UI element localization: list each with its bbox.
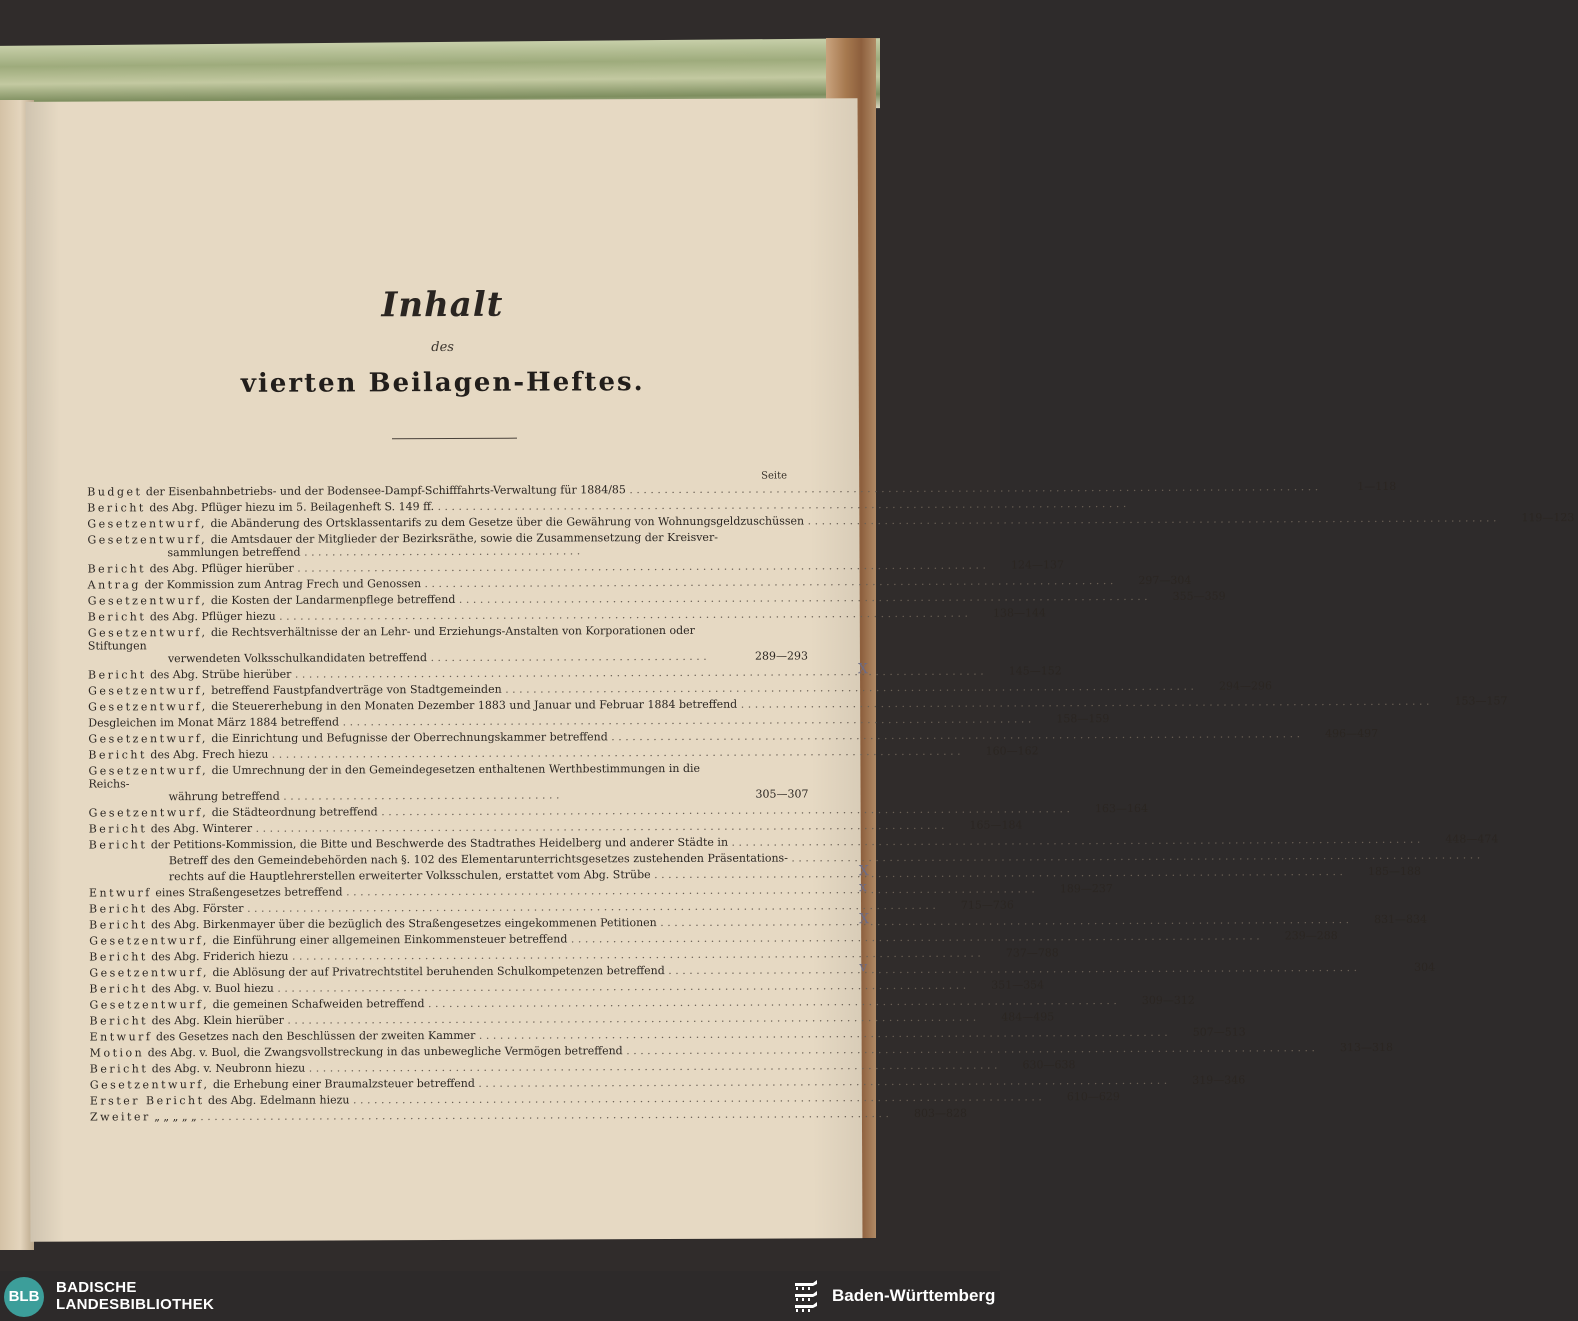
toc-entry-pages: 294—296	[1218, 679, 1273, 693]
toc-entry	[89, 1010, 1055, 1028]
toc-entry-lead: Gesetzentwurf,	[88, 684, 208, 698]
toc-entry-text	[89, 899, 936, 916]
toc-entry-lead: Bericht	[89, 950, 148, 964]
toc-entry-text	[89, 802, 1070, 819]
toc-entry-lead: Entwurf	[89, 1030, 153, 1044]
toc-entry-text	[90, 1107, 889, 1123]
toc-entry-text	[88, 762, 730, 804]
toc-entry-text	[88, 712, 1031, 729]
toc-entry-pages: 737—788	[1005, 946, 1059, 960]
toc-entry-pages: 165—184	[969, 818, 1023, 832]
toc-entry-lead: Gesetzentwurf,	[87, 533, 208, 547]
toc-entry-text	[90, 1074, 1167, 1092]
toc-entry-pages: 289—293	[754, 649, 808, 663]
toc-entry	[88, 726, 1379, 746]
toc-entry	[89, 1058, 1076, 1076]
toc-entry-text	[88, 745, 960, 762]
toc-entry-pages: 145—152	[1008, 664, 1062, 678]
toc-entry	[87, 573, 1192, 592]
toc-entry-lead: Bericht	[88, 822, 148, 836]
toc-entry-desc: des Abg. Frech hiezu	[146, 747, 269, 762]
toc-entry-pages: 153—157	[1454, 694, 1508, 708]
toc-entry-desc: betreffend Faustpfandverträge von Stadtgemeinden	[207, 682, 502, 698]
toc-entry-pages: 630—638	[1022, 1058, 1076, 1072]
toc-entry-text	[89, 819, 945, 836]
toc-entry-text	[88, 879, 1035, 900]
toc-entry-desc: die gemeinen Schafweiden betreffend	[209, 997, 425, 1012]
toc-entry-pages: 507—513	[1192, 1025, 1246, 1039]
toc-entry-pages: 185—188	[1367, 864, 1421, 878]
toc-entry-text	[88, 590, 1148, 608]
toc-entry-text	[89, 947, 981, 964]
book-page	[26, 98, 1575, 1242]
handwritten-checkmark: X	[858, 863, 869, 880]
toc-entry-lead: Bericht	[88, 838, 148, 852]
toc-entry-text	[87, 480, 1318, 498]
handwritten-checkmark: x	[858, 879, 867, 896]
toc-entry-desc: die Kosten der Landarmenpflege betreffend	[207, 592, 456, 608]
toc-entry-desc: „ „ „ „ „	[150, 1110, 197, 1124]
toc-entry-desc: der Eisenbahnbetriebs- und der Bodensee-Dampf-Schifffahrts-Verwaltung für 1884/85	[142, 483, 626, 499]
toc-entry	[89, 851, 809, 867]
toc-entry-desc: die Abänderung des Ortsklassentarifs zu dem Gesetze über die Gewährung von Wohnungsgeldzuschüssen	[206, 514, 805, 531]
toc-entry-desc: die Einführung einer allgemeinen Einkommensteuer betreffend	[208, 932, 568, 948]
toc-entry-pages: 484—495	[1001, 1010, 1055, 1024]
toc-entry-text	[89, 961, 1357, 980]
toc-entry-desc: die Städteordnung betreffend	[208, 805, 378, 820]
toc-entry-text	[88, 607, 968, 624]
toc-entry-pages: 309—312	[1141, 993, 1195, 1007]
toc-entry	[87, 589, 1226, 608]
toc-entry-lead: Bericht	[89, 1014, 149, 1028]
toc-entry-text	[89, 994, 1116, 1011]
toc-list	[87, 479, 1575, 1126]
toc-entry	[87, 479, 1397, 499]
toc-entry-desc: des Abg. Pflüger hierüber	[146, 561, 294, 576]
toc-entry-pages: 304	[1414, 960, 1436, 974]
toc-entry-desc: Betreff des den Gemeindebehörden nach §. 102 des Elementarunterrichtsgesetzes zustehenden Präsentations-	[168, 851, 788, 868]
toc-entry-lead: Bericht	[88, 748, 147, 762]
toc-entry-desc: die Amtsdauer der Mitglieder der Bezirksräthe, sowie die Zusammensetzung der Kreisver-	[207, 530, 718, 547]
toc-entry	[88, 832, 1499, 852]
toc-entry-pages: 158—159	[1056, 712, 1110, 726]
toc-entry	[88, 694, 1508, 714]
toc-entry-pages: 163—164	[1094, 801, 1149, 816]
toc-entry-desc: die Rechtsverhältnisse der an Lehr- und Erziehungs-Anstalten von Korporationen oder Stiftungen	[87, 623, 695, 653]
baden-wuerttemberg-lions-icon[interactable]	[792, 1278, 822, 1314]
toc-entry-pages: 119—123	[1521, 511, 1575, 525]
toc-entry-desc: des Abg. Winterer	[147, 821, 253, 836]
toc-entry-pages: 1—118	[1357, 479, 1397, 494]
toc-entry-lead: Bericht	[87, 501, 146, 515]
blb-logo[interactable]: BLB	[4, 1277, 44, 1317]
toc-entry-lead: Gesetzentwurf,	[88, 806, 209, 820]
title-inhalt: Inhalt	[381, 284, 504, 326]
toc-entry	[87, 498, 807, 514]
toc-entry-lead: Erster Bericht	[89, 1094, 205, 1108]
toc-entry-continuation: verwendeten Volksschulkandidaten betreffend . . .	[88, 650, 730, 666]
toc-entry-text	[87, 511, 1496, 530]
toc-entry-pages: 138—144	[992, 606, 1047, 620]
toc-entry-pages: 189—237	[1059, 882, 1113, 896]
toc-entry-lead: Bericht	[87, 668, 147, 682]
toc-entry-text	[88, 680, 1194, 698]
toc-entry-desc: des Gesetzes nach den Beschlüssen der zweiten Kammer	[152, 1028, 476, 1044]
toc-entry-text	[88, 559, 987, 576]
toc-entry-desc: des Abg. Klein hierüber	[148, 1013, 284, 1028]
toc-entry-desc: des Abg. Förster	[147, 901, 244, 916]
handwritten-checkmark: v	[859, 959, 868, 976]
toc-entry-desc: rechts auf die Hauptlehrerstellen erweiterter Volksschulen, erstattet vom Abg. Strübe	[168, 868, 651, 884]
toc-entry-desc: des Abg. Pflüger hiezu im 5. Beilagenheft S. 149 ff.	[145, 500, 435, 515]
toc-entry-lead: Bericht	[89, 982, 148, 996]
toc-entry-pages: 715—736	[960, 898, 1014, 912]
toc-entry-lead: Gesetzentwurf,	[88, 732, 208, 746]
toc-entry	[89, 993, 1195, 1012]
toc-entry-pages: 448—474	[1445, 832, 1499, 846]
toc-entry-pages: 124—137	[1011, 558, 1065, 572]
toc-entry-desc: der Petitions-Kommission, die Bitte und Beschwerde des Stadtrathes Heidelberg und anderer Städte in	[147, 835, 729, 852]
toc-entry-text	[90, 1041, 1315, 1059]
toc-entry-lead: Bericht	[89, 1062, 149, 1076]
toc-entry-text	[90, 1011, 977, 1028]
title-heft: vierten Beilagen-Heftes.	[240, 367, 645, 399]
toc-entry-pages: 355—359	[1172, 589, 1226, 603]
toc-entry-pages: 160—162	[985, 744, 1039, 758]
toc-entry-text	[89, 865, 1343, 883]
toc-entry-pages: 297—304	[1138, 573, 1192, 587]
toc-entry	[88, 744, 1039, 762]
toc-entry	[89, 1040, 1394, 1060]
toc-entry-desc: des Abg. Birkenmayer über die bezüglich des Straßengesetzes eingekommenen Petitionen	[147, 916, 657, 932]
toc-entry	[89, 1073, 1246, 1092]
blb-line2: LANDESBIBLIOTHEK	[56, 1296, 215, 1313]
blb-name[interactable]	[56, 1279, 214, 1313]
toc-entry-desc: die Ablösung der auf Privatrechtstitel beruhenden Schulkompetenzen betreffend	[208, 964, 665, 980]
toc-entry-text	[87, 497, 1126, 515]
toc-entry	[88, 879, 1113, 900]
toc-entry-desc: des Abg. v. Buol, die Zwangsvollstreckung in das unbewegliche Vermögen betreffend	[144, 1044, 623, 1060]
toc-entry	[89, 1025, 1246, 1044]
toc-entry-lead: Gesetzentwurf,	[87, 517, 208, 531]
toc-entry-lead: Zweiter	[89, 1110, 151, 1124]
toc-entry-desc: des Abg. Pflüger hiezu	[146, 609, 276, 624]
toc-entry-lead: Bericht	[89, 918, 148, 932]
handwritten-checkmark: X	[857, 661, 869, 678]
toc-entry	[89, 911, 1428, 932]
toc-entry	[87, 530, 807, 559]
toc-entry-text	[89, 979, 966, 996]
toc-entry-desc: eines Straßengesetzes betreffend	[151, 885, 343, 900]
toc-entry	[89, 863, 1421, 884]
toc-entry-continuation: sammlungen betreffend . . .	[87, 544, 729, 560]
toc-entry-pages: 803—828	[914, 1106, 968, 1120]
toc-entry-text	[90, 1059, 998, 1076]
toc-entry-lead: Bericht	[87, 610, 147, 624]
toc-entry-text	[87, 661, 984, 682]
toc-entry	[89, 929, 1338, 948]
toc-entry-text	[90, 1026, 1168, 1044]
toc-entry	[88, 801, 1149, 820]
toc-entry	[87, 606, 1047, 624]
toc-entry-lead: Gesetzentwurf,	[88, 764, 209, 778]
toc-entry-lead: Gesetzentwurf,	[89, 998, 210, 1012]
toc-entry-text	[88, 727, 1300, 745]
toc-entry-lead: Bericht	[87, 562, 147, 576]
toc-entry-lead: Budget	[87, 485, 143, 499]
toc-entry-lead: Gesetzentwurf,	[88, 700, 208, 714]
toc-entry-pages: 496—497	[1325, 726, 1379, 741]
title-divider	[392, 438, 517, 440]
toc-entry	[88, 679, 1273, 698]
toc-entry-text	[88, 624, 730, 666]
toc-entry	[89, 898, 1014, 916]
toc-entry	[89, 1106, 968, 1124]
toc-entry-lead: Gesetzentwurf,	[87, 626, 208, 640]
toc-entry-desc: Desgleichen im Monat März 1884 betreffend	[88, 715, 340, 730]
toc-entry-pages: 610—629	[1066, 1090, 1120, 1104]
bw-name[interactable]: Baden-Württemberg	[832, 1286, 996, 1305]
toc-entry	[87, 558, 1065, 576]
toc-entry	[89, 959, 1436, 980]
toc-entry-desc: die Einrichtung und Befugnisse der Oberrechnungskammer betreffend	[207, 730, 608, 746]
toc-entry-pages: 319—346	[1192, 1073, 1246, 1087]
toc-entry	[88, 623, 808, 665]
toc-entry-desc: die Umrechnung der in den Gemeindegesetzen enthaltenen Werthbestimmungen in die Reichs-	[88, 761, 701, 791]
toc-entry-desc: der Kommission zum Antrag Frech und Genossen	[140, 577, 422, 592]
toc-entry-text	[89, 913, 1349, 931]
toc-entry-text	[88, 695, 1429, 714]
toc-entry-text	[90, 1090, 1042, 1107]
toc-entry-text	[89, 929, 1260, 947]
toc-entry-continuation: währung betreffend . . .	[89, 788, 731, 804]
toc-entry-desc: die Steuererhebung in den Monaten Dezember 1883 und Januar und Februar 1884 betreffend	[207, 697, 738, 714]
toc-entry-desc: des Abg. v. Buol hiezu	[147, 981, 274, 996]
handwritten-checkmark: X	[859, 911, 870, 928]
toc-entry-text	[87, 531, 729, 560]
toc-entry-pages: 351—354	[991, 978, 1045, 992]
toc-entry-lead: Gesetzentwurf,	[87, 594, 208, 608]
blb-line1: BADISCHE	[56, 1279, 137, 1296]
toc-entry	[87, 661, 1062, 682]
toc-entry-desc: des Abg. Edelmann hiezu	[204, 1093, 350, 1108]
toc-entry	[88, 818, 1023, 836]
toc-entry-lead: Motion	[89, 1046, 145, 1060]
toc-entry-lead: Gesetzentwurf,	[89, 966, 209, 980]
toc-entry-lead: Gesetzentwurf,	[89, 1078, 210, 1092]
toc-entry-pages: 239—288	[1284, 929, 1338, 943]
toc-entry	[88, 761, 808, 803]
toc-entry-pages: 305—307	[755, 787, 809, 801]
toc-entry	[89, 978, 1045, 996]
toc-entry-pages: 313—318	[1339, 1040, 1394, 1055]
toc-entry	[89, 1090, 1120, 1108]
toc-entry-desc: die Erhebung einer Braumalzsteuer betreffend	[209, 1076, 475, 1092]
toc-entry-text	[88, 574, 1114, 591]
toc-entry-lead: Bericht	[89, 902, 148, 916]
toc-entry	[89, 946, 1059, 964]
toc-entry-lead: Entwurf	[88, 886, 152, 900]
toc-entry-desc: des Abg. Strübe hierüber	[146, 667, 292, 682]
toc-entry-lead: Gesetzentwurf,	[89, 934, 209, 948]
toc-entry-desc: des Abg. Friderich hiezu	[147, 949, 289, 964]
title-des: des	[431, 339, 454, 356]
toc-entry-lead: Antrag	[87, 578, 141, 592]
toc-entry	[88, 712, 1110, 730]
toc-entry-desc: des Abg. v. Neubronn hiezu	[148, 1061, 306, 1076]
seite-label: Seite	[761, 470, 788, 482]
toc-entry	[87, 511, 1575, 531]
toc-entry-pages: 831—834	[1374, 912, 1428, 926]
